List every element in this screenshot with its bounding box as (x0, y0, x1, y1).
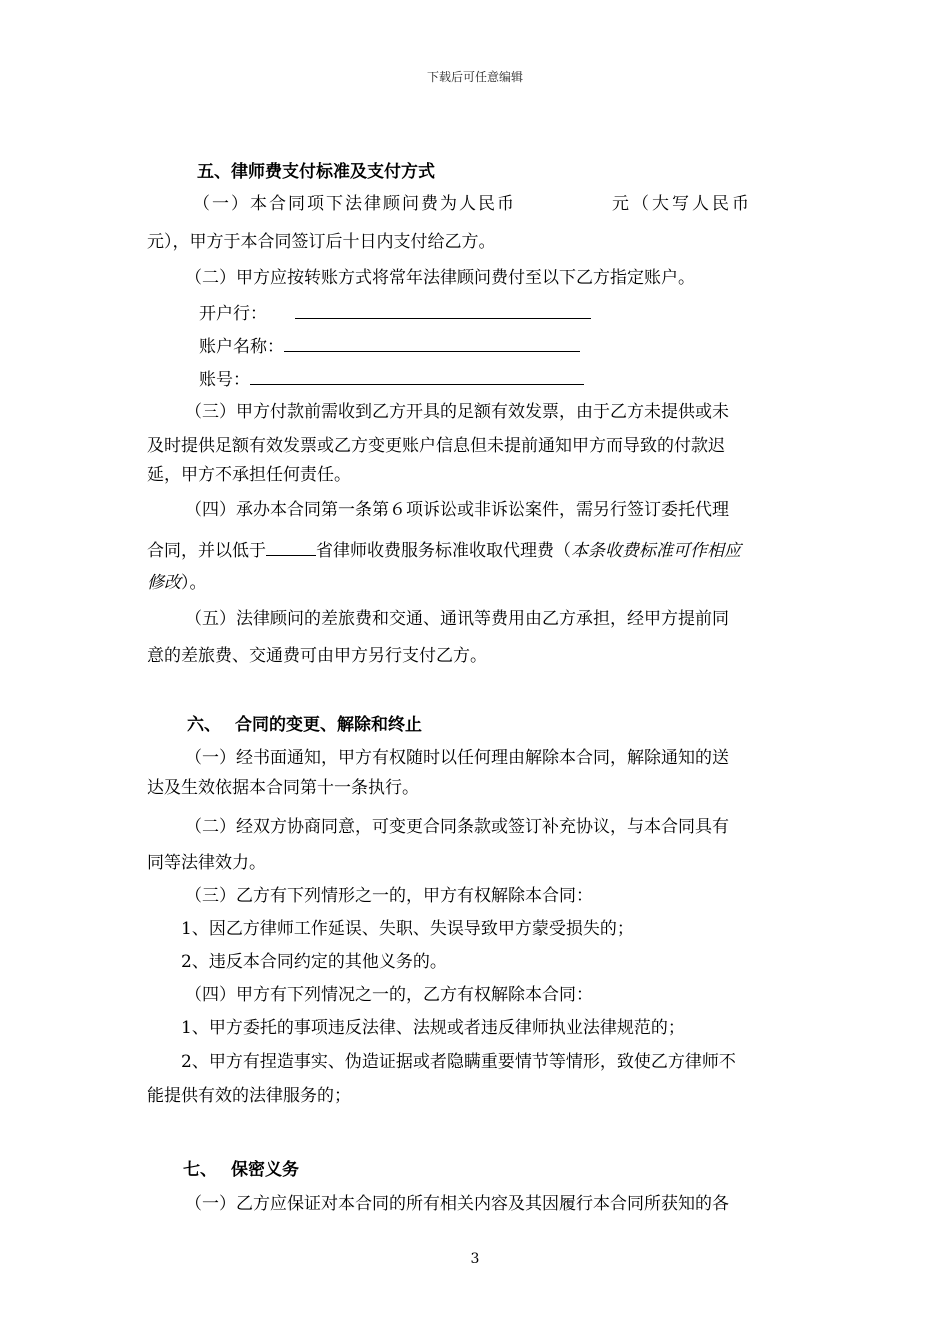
section6-p3: （三）乙方有下列情形之一的，甲方有权解除本合同： (185, 886, 593, 906)
account-no-label: 账号： (199, 370, 250, 390)
bank-label: 开户行： (199, 304, 267, 324)
account-no-blank (250, 366, 584, 385)
section5-p4-line1: （四）承办本合同第一条第６项诉讼或非诉讼案件，需另行签订委托代理 (185, 500, 729, 520)
section5-p4-line2 (147, 537, 807, 563)
account-name-row (199, 333, 859, 359)
section5-p4-text-a: 合同，并以低于 (147, 541, 266, 561)
section7-title-num: 七、 (183, 1160, 217, 1180)
section6-p4-item2-line2: 能提供有效的法律服务的； (147, 1086, 351, 1106)
section6-p1-line1: （一）经书面通知，甲方有权随时以任何理由解除本合同，解除通知的送 (185, 748, 729, 768)
section5-title: 五、律师费支付标准及支付方式 (197, 162, 435, 182)
bank-blank (295, 300, 591, 319)
section6-p3-item2: 2、违反本合同约定的其他义务的。 (181, 952, 447, 972)
section6-p4: （四）甲方有下列情况之一的，乙方有权解除本合同： (185, 985, 593, 1005)
section6-p1-line2: 达及生效依据本合同第十一条执行。 (147, 778, 419, 798)
section5-p4-line3 (147, 571, 807, 595)
section6-p2-line1: （二）经双方协商同意，可变更合同条款或签订补充协议，与本合同具有 (185, 817, 729, 837)
page-number: 3 (470, 1251, 480, 1267)
section5-p1-line2: 元），甲方于本合同签订后十日内支付给乙方。 (147, 232, 496, 252)
section5-p1-line1 (193, 192, 807, 216)
section5-p4-text-d: 修改 (147, 573, 181, 593)
section7-title (183, 1158, 843, 1182)
section6-title (187, 713, 847, 737)
section5-p1-text-b: 元（大写人民币 (612, 194, 752, 214)
section5-p4-text-e: ）。 (181, 573, 207, 593)
section6-p2-line2: 同等法律效力。 (147, 853, 266, 873)
section6-title-text: 合同的变更、解除和终止 (235, 715, 422, 735)
section5-p3-line1: （三）甲方付款前需收到乙方开具的足额有效发票，由于乙方未提供或未 (185, 402, 729, 422)
section5-p3-line2: 及时提供足额有效发票或乙方变更账户信息但未提前通知甲方而导致的付款迟 (147, 436, 725, 456)
account-no-row (199, 366, 859, 392)
section7-title-text: 保密义务 (231, 1160, 299, 1180)
header-note: 下载后可任意编辑 (426, 70, 523, 84)
section5-p5-line1: （五）法律顾问的差旅费和交通、通讯等费用由乙方承担，经甲方提前同 (185, 609, 729, 629)
section6-p4-item1: 1、甲方委托的事项违反法律、法规或者违反律师执业法律规范的； (181, 1018, 685, 1038)
section5-p4-text-b: 省律师收费服务标准收取代理费（ (316, 541, 571, 561)
bank-row (199, 300, 859, 326)
section5-p5-line2: 意的差旅费、交通费可由甲方另行支付乙方。 (147, 646, 487, 666)
section5-p2: （二）甲方应按转账方式将常年法律顾问费付至以下乙方指定账户。 (185, 268, 695, 288)
section6-title-num: 六、 (187, 715, 221, 735)
account-name-label: 账户名称： (199, 337, 284, 357)
section6-p4-item2-line1: 2、甲方有捏造事实、伪造证据或者隐瞒重要情节等情形，致使乙方律师不 (181, 1052, 736, 1072)
province-blank (266, 537, 316, 556)
section7-p1-line1: （一）乙方应保证对本合同的所有相关内容及其因履行本合同所获知的各 (185, 1194, 729, 1214)
section6-p3-item1: 1、因乙方律师工作延误、失职、失误导致甲方蒙受损失的； (181, 919, 634, 939)
account-name-blank (284, 333, 580, 352)
section5-p1-text-a: （一）本合同项下法律顾问费为人民币 (193, 194, 516, 214)
section5-p3-line3: 延，甲方不承担任何责任。 (147, 465, 351, 485)
section5-p4-text-c: 本条收费标准可作相应 (571, 541, 741, 561)
